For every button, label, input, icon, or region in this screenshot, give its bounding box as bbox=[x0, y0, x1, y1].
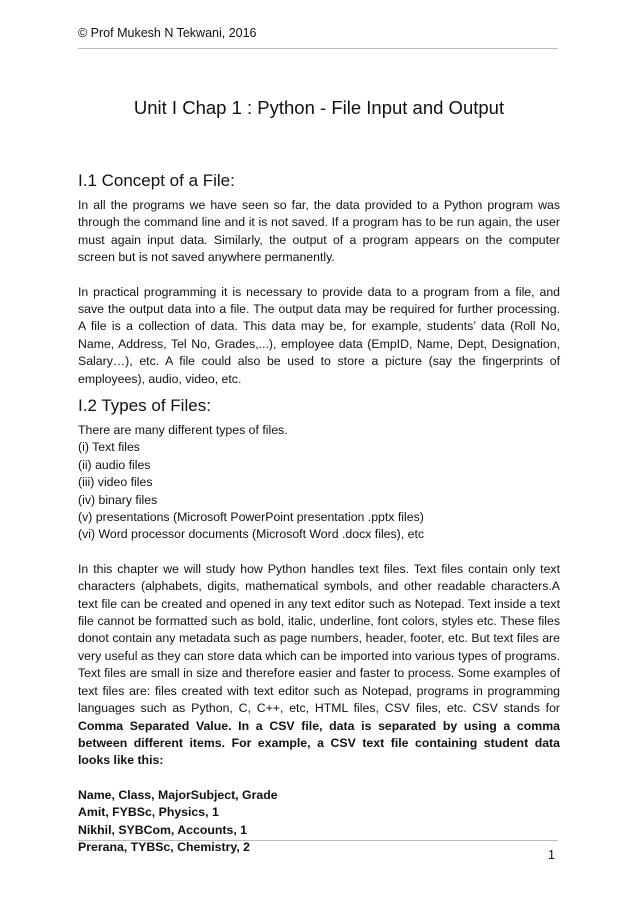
paragraph-bold-text: Comma Separated Value. In a CSV file, data is separated by using a comma between different items. For example, a CSV text file containing student data looks like this: bbox=[78, 718, 560, 768]
section-1 bbox=[78, 170, 560, 388]
file-type-list-item: (vi) Word processor documents (Microsoft Word .docx files), etc bbox=[78, 527, 425, 542]
footer-rule bbox=[78, 840, 558, 841]
file-type-list-item: (ii) audio files bbox=[78, 457, 151, 472]
page-number: 1 bbox=[548, 848, 555, 862]
page-header-copyright: © Prof Mukesh N Tekwani, 2016 bbox=[78, 26, 257, 40]
csv-example bbox=[78, 787, 560, 857]
csv-line: Name, Class, MajorSubject, Grade bbox=[78, 787, 278, 802]
section-1-paragraph-2: In practical programming it is necessary to provide data to a program from a file, and save the output data into a file. The output data may be required for further processing. A file is a collection of data. This data may be, for example, students’ data (Roll No, Name, Address, Tel No, Grades,...), employee data (EmpID, Name, Dept, Designation, Salary…), etc. A file could also be used to store a picture (say the fingerprints of employees), audio, video, etc. bbox=[78, 284, 560, 386]
section-2-paragraph-1 bbox=[78, 561, 560, 770]
section-1-paragraph-1: In all the programs we have seen so far, the data provided to a Python program was through the command line and it is not saved. If a program has to be run again, the user must again input data. Similarly, the output of a program appears on the computer screen but is not saved anywhere permanently. bbox=[78, 198, 560, 265]
csv-line: Nikhil, SYBCom, Accounts, 1 bbox=[78, 822, 247, 837]
section-2-intro: There are many different types of files. bbox=[78, 423, 288, 437]
file-type-list-item: (v) presentations (Microsoft PowerPoint presentation .pptx files) bbox=[78, 510, 424, 525]
section-2-heading: I.2 Types of Files: bbox=[78, 396, 211, 415]
csv-line: Prerana, TYBSc, Chemistry, 2 bbox=[78, 839, 251, 854]
csv-line: Amit, FYBSc, Physics, 1 bbox=[78, 805, 219, 820]
document-title: Unit I Chap 1 : Python - File Input and Output bbox=[133, 97, 505, 118]
file-type-list-item: (iii) video files bbox=[78, 475, 153, 490]
file-type-list-item: (i) Text files bbox=[78, 440, 140, 455]
paragraph-normal-text: In this chapter we will study how Python handles text files. Text files contain only text characters (alphabets, digits, mathematical symbols, and other readable characters.A text file can be created and opened in any text editor such as Notepad. Text inside a text file cannot be formatted such as bold, italic, underline, font colors, styles etc. These files donot contain any metadata such as page numbers, header, footer, etc. But text files are very useful as they can store data which can be imported into various types of programs. Text files are small in size and therefore easier and faster to process. Some examples of text files are: files created with text editor such as Notepad, programs in programming languages such as Python, C, C++, etc, HTML files, CSV files, etc. CSV stands for bbox=[78, 561, 560, 716]
section-1-heading: I.1 Concept of a File: bbox=[78, 171, 235, 190]
section-2 bbox=[78, 395, 560, 856]
file-type-list-item: (iv) binary files bbox=[78, 492, 158, 507]
header-rule bbox=[78, 48, 558, 49]
